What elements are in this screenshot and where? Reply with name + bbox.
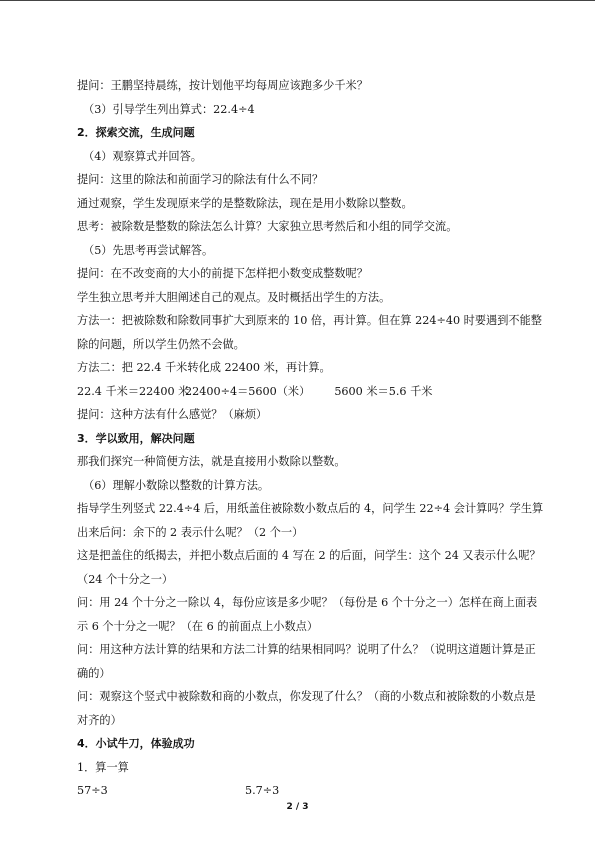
paragraph: （6）理解小数除以整数的计算方法。 — [83, 478, 270, 492]
conversion-step: 5600 米＝5.6 千米 — [334, 384, 433, 398]
paragraph: 方法二：把 22.4 千米转化成 22400 米，再计算。 — [77, 361, 331, 374]
paragraph: 问：用 24 个十分之一除以 4，每份应该是多少呢？（每份是 6 个十分之一）怎样在商上面表示 6 个十分之一呢？（在 6 的前面点上小数点） — [77, 596, 538, 633]
paragraph: 提问：王鹏坚持晨练，按计划他平均每周应该跑多少千米？ — [77, 79, 368, 92]
paragraph: 提问：在不改变商的大小的前提下怎样把小数变成整数呢？ — [77, 267, 368, 280]
paragraph: 这是把盖住的纸揭去，并把小数点后面的 4 写在 2 的后面，问学生：这个 24 又表示什么呢？（24 个十分之一） — [77, 549, 541, 586]
paragraph: 思考：被除数是整数的除法怎么计算？大家独立思考然后和小组的同学交流。 — [77, 220, 458, 233]
exercise-item: 5.7÷3 — [245, 784, 280, 797]
conversion-row — [77, 380, 545, 404]
paragraph: （4）观察算式并回答。 — [83, 149, 202, 163]
exercise-item: 57÷3 — [77, 784, 108, 797]
section-heading: 3．学以致用，解决问题 — [77, 431, 195, 445]
document-body — [77, 74, 545, 803]
paragraph: （5）先思考再尝试解答。 — [83, 243, 214, 257]
conversion-step: 22.4 千米＝22400 米 — [77, 384, 190, 398]
paragraph: 问：观察这个竖式中被除数和商的小数点，你发现了什么？（商的小数点和被除数的小数点是对齐的） — [77, 690, 536, 727]
exercise-row — [77, 779, 545, 803]
top-border-line — [0, 0, 595, 1]
paragraph: 指导学生列竖式 22.4÷4 后，用纸盖住被除数小数点后的 4，问学生 22÷4 会计算吗？学生算出来后问：余下的 2 表示什么呢？（2 个一） — [77, 502, 544, 539]
paragraph: 提问：这种方法有什么感觉？（麻烦） — [77, 408, 268, 421]
paragraph: 方法一：把被除数和除数同事扩大到原来的 10 倍，再计算。但在算 224÷40 时要遇到不能整除的问题，所以学生仍然不会做。 — [77, 314, 542, 351]
section-heading: 2．探索交流，生成问题 — [77, 126, 195, 139]
paragraph: 1．算一算 — [77, 760, 129, 774]
paragraph: 那我们探究一种简便方法，就是直接用小数除以整数。 — [77, 455, 346, 468]
paragraph: 学生独立思考并大胆阐述自己的观点。及时概括出学生的方法。 — [77, 290, 391, 304]
paragraph: 问：用这种方法计算的结果和方法二计算的结果相同吗？说明了什么？（说明这道题计算是正确的） — [77, 643, 536, 680]
section-heading: 4．小试牛刀，体验成功 — [77, 737, 195, 750]
paragraph: 提问：这里的除法和前面学习的除法有什么不同？ — [77, 173, 324, 186]
conversion-step: 22400÷4＝5600（米） — [185, 384, 311, 398]
paragraph: 通过观察，学生发现原来学的是整数除法，现在是用小数除以整数。 — [77, 196, 413, 210]
page-number: 2 / 3 — [286, 802, 309, 812]
paragraph: （3）引导学生列出算式：22.4÷4 — [83, 102, 255, 116]
